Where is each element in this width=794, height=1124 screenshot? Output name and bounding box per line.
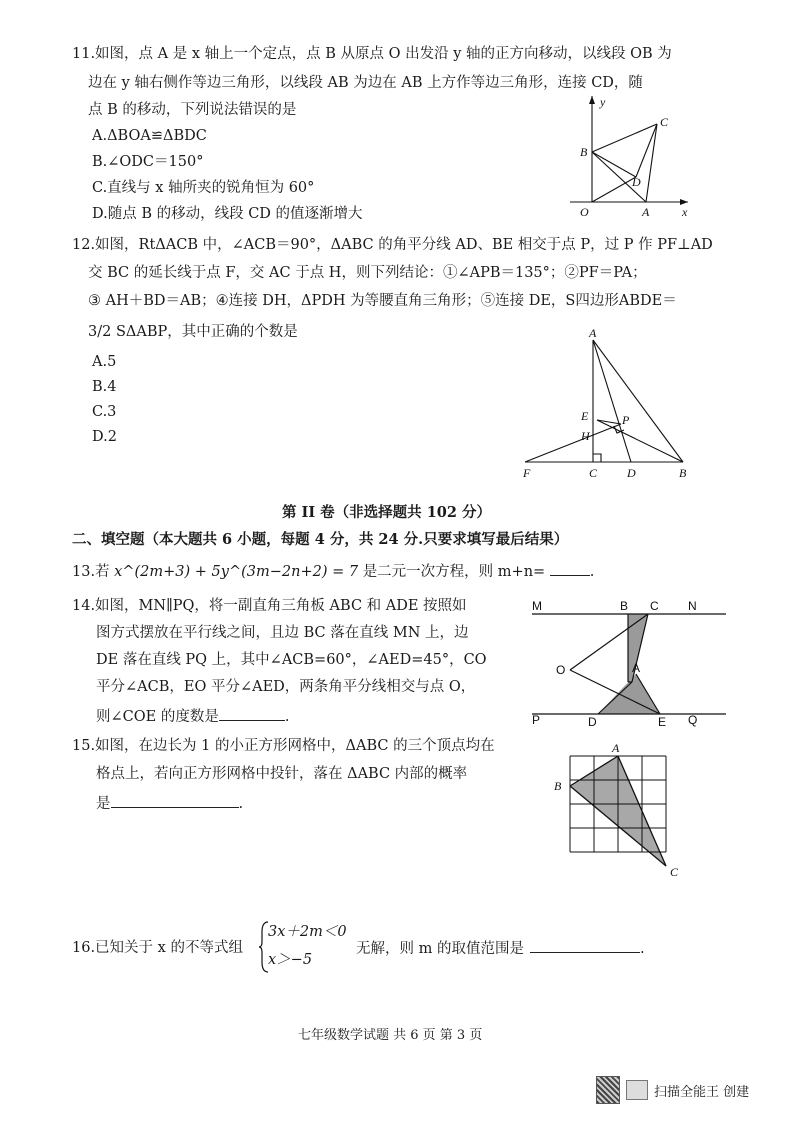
q11-label-a: A [642,205,650,219]
q11-line3: 点 B 的移动，下列说法错误的是 [88,102,297,118]
q14-label-e: E [658,715,667,728]
q11-option-c: C.直线与 x 轴所夹的锐角恒为 60° [92,180,315,196]
q14-line5-text: 则∠COE 的度数是 [96,709,219,725]
q14-line4: 平分∠ACB，EO 平分∠AED，两条角平分线相交与点 O， [96,679,476,695]
q12-option-b: B.4 [92,379,117,395]
q11-label-y: y [600,95,606,109]
q11-label-c: C [660,115,669,129]
q12-option-d: D.2 [92,429,117,445]
q14-label-o: O [556,663,566,677]
q15-line1: 15.如图，在边长为 1 的小正方形网格中，ΔABC 的三个顶点均在 [72,738,495,754]
q14-line5 [96,706,289,727]
q13 [72,561,594,582]
q12-line4: 3/2 SΔABP，其中正确的个数是 [88,324,298,340]
page-footer: 七年级数学试题 共 6 页 第 3 页 [298,1028,483,1043]
q11-figure [560,92,700,222]
q12-label-b: B [679,466,687,480]
q12-option-a: A.5 [92,354,117,370]
q13-prefix: 13.若 [72,564,110,580]
q11-line2: 边在 y 轴右侧作等边三角形，以线段 AB 为边在 AB 上方作等边三角形，连接 CD，随 [88,75,643,91]
q11-label-o: O [580,205,589,219]
q16-ineq1: 3x＋2m＜0 [268,924,347,940]
q12-line1: 12.如图，RtΔACB 中，∠ACB＝90°，ΔABC 的角平分线 AD、BE 相交于点 P，过 P 作 PF⊥AD [72,237,713,253]
q15-label-b: B [554,779,562,793]
q14-label-b: B [620,599,629,613]
q11-label-d: D [632,175,641,189]
q12-label-h: H [581,429,590,443]
q14-figure [526,596,736,728]
q12-label-f: F [523,466,531,480]
q11-option-a: A.ΔBOA≌ΔBDC [92,128,207,144]
q12-option-c: C.3 [92,404,117,420]
q14-label-p: P [532,713,541,727]
q13-equation: x^(2m+3) + 5y^(3m−2n+2) = 7 [114,564,359,580]
q16-suffix: 无解，则 m 的取值范围是 [356,941,524,957]
q15-line2: 格点上，若向正方形网格中投针，落在 ΔABC 内部的概率 [96,766,468,782]
q13-end: . [589,564,595,580]
q14-label-a: A [632,661,641,675]
scanner-watermark [596,1076,749,1104]
q15-end: . [238,796,244,812]
q11-label-b: B [580,145,588,159]
q15-line3-text: 是 [96,796,111,812]
q12-label-c: C [589,466,598,480]
q16-end: . [639,941,645,957]
q16-prefix: 16.已知关于 x 的不等式组 [72,940,243,956]
q14-line3: DE 落在直线 PQ 上，其中∠ACB=60°，∠AED=45°，CO [96,652,487,668]
section2-title: 二、填空题（本大题共 6 小题，每题 4 分，共 24 分.只要求填写最后结果） [72,531,569,548]
q14-label-m: M [532,599,542,613]
q12-line3: ③ AH＋BD＝AB；④连接 DH，ΔPDH 为等腰直角三角形；⑤连接 DE，S四边形ABDE＝ [88,293,677,309]
q16-tail [356,938,645,959]
q14-end: . [284,709,290,725]
q16-answer-blank[interactable] [530,938,640,953]
q11-line1: 11.如图，点 A 是 x 轴上一个定点，点 B 从原点 O 出发沿 y 轴的正方向移动，以线段 OB 为 [72,46,672,62]
q13-suffix: 是二元一次方程，则 m+n= [362,564,546,580]
q12-label-p: P [622,413,630,427]
q14-answer-blank[interactable] [219,706,285,721]
q15-label-c: C [670,865,679,879]
q12-line2: 交 BC 的延长线于点 F，交 AC 于点 H，则下列结论：①∠APB＝135°；②PF＝PA； [88,265,647,281]
q12-label-a: A [589,326,597,340]
scanner-logo-icon [626,1080,648,1100]
qr-code-icon [596,1076,620,1104]
q16-ineq2: x＞−5 [268,952,313,968]
q12-label-d: D [627,466,636,480]
q13-answer-blank[interactable] [550,561,590,576]
q12-figure [515,326,695,484]
q11-label-x: x [682,205,688,219]
q14-line1: 14.如图，MN∥PQ，将一副直角三角板 ABC 和 ADE 按照如 [72,598,467,614]
section2-heading: 第 II 卷（非选择题共 102 分） [282,504,492,521]
q14-label-c: C [650,599,659,613]
q15-label-a: A [612,741,620,755]
q14-label-q: Q [688,713,698,727]
q15-line3 [96,793,243,814]
q11-option-d: D.随点 B 的移动，线段 CD 的值逐渐增大 [92,206,363,222]
q11-option-b: B.∠ODC＝150° [92,154,204,170]
q14-label-n: N [688,599,697,613]
watermark-text: 扫描全能王 创建 [654,1084,750,1100]
q15-figure [548,738,698,880]
q12-label-e: E [581,409,589,423]
q15-answer-blank[interactable] [111,793,239,808]
q14-label-d: D [588,715,597,728]
q14-line2: 图方式摆放在平行线之间，且边 BC 落在直线 MN 上，边 [96,625,469,641]
